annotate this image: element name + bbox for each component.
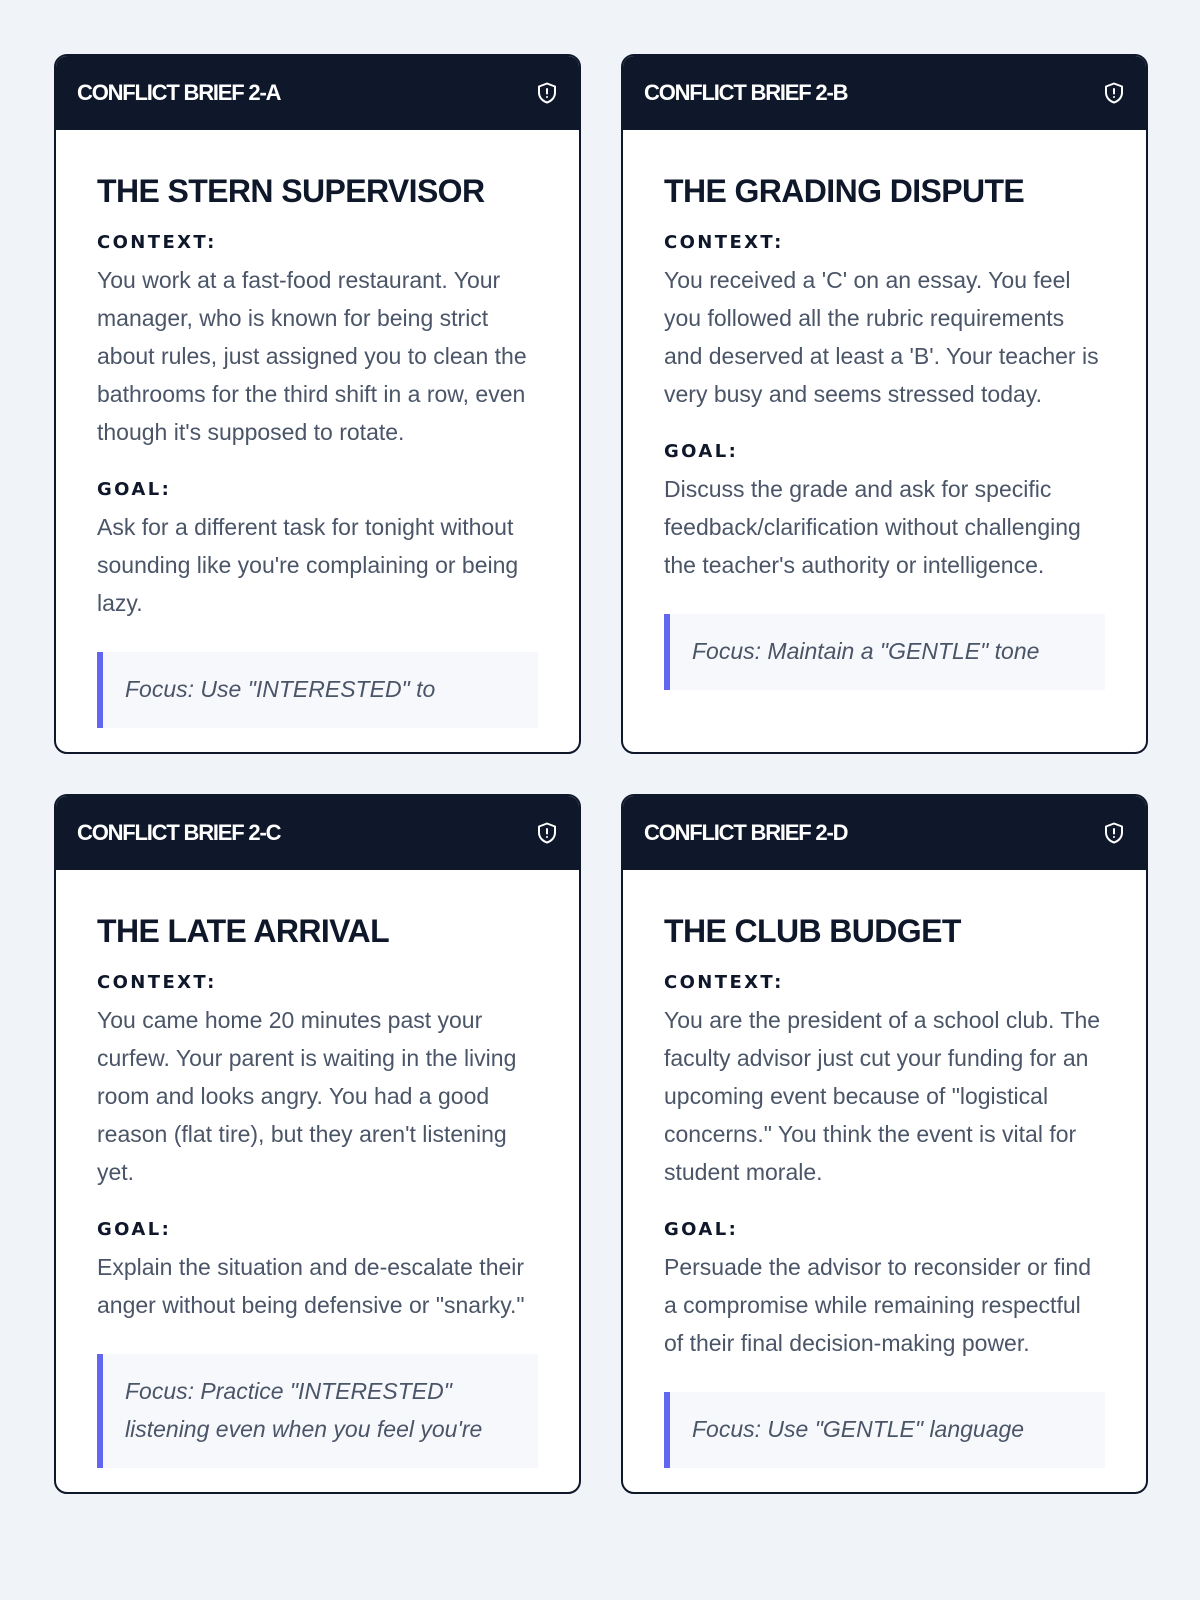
card-header xyxy=(623,56,1146,130)
context-label: CONTEXT: xyxy=(97,232,217,253)
brief-card-2a[interactable] xyxy=(54,54,581,754)
card-header xyxy=(56,796,579,870)
brief-grid xyxy=(54,54,1148,1494)
brief-code: CONFLICT BRIEF 2-C xyxy=(77,820,281,845)
card-body xyxy=(623,870,1146,1468)
brief-code: CONFLICT BRIEF 2-A xyxy=(77,80,281,105)
brief-title: THE LATE ARRIVAL xyxy=(97,913,390,949)
card-header xyxy=(56,56,579,130)
brief-title: THE GRADING DISPUTE xyxy=(664,173,1025,209)
shield-alert-icon xyxy=(535,81,559,105)
shield-alert-icon xyxy=(1102,81,1126,105)
shield-alert-icon xyxy=(535,821,559,845)
focus-note: Focus: Maintain a "GENTLE" tone xyxy=(664,614,1105,690)
brief-card-2d[interactable] xyxy=(621,794,1148,1494)
card-body xyxy=(623,130,1146,690)
context-text: You are the president of a school club. The faculty advisor just cut your funding for an upcoming event because of "logistical concerns." You think the event is vital for student morale. xyxy=(664,1007,1101,1185)
context-label: CONTEXT: xyxy=(664,972,784,993)
goal-label: GOAL: xyxy=(664,441,739,462)
brief-title: THE CLUB BUDGET xyxy=(664,913,961,949)
brief-card-2b[interactable] xyxy=(621,54,1148,754)
focus-note: Focus: Use "GENTLE" language xyxy=(664,1392,1105,1468)
focus-note: Focus: Practice "INTERESTED" listening even when you feel you're xyxy=(97,1354,538,1468)
brief-code: CONFLICT BRIEF 2-B xyxy=(644,80,848,105)
focus-note: Focus: Use "INTERESTED" to xyxy=(97,652,538,728)
context-label: CONTEXT: xyxy=(97,972,217,993)
brief-card-2c[interactable] xyxy=(54,794,581,1494)
card-header xyxy=(623,796,1146,870)
goal-label: GOAL: xyxy=(97,1219,172,1240)
card-body xyxy=(56,130,579,728)
context-text: You work at a fast-food restaurant. Your manager, who is known for being strict about rules, just assigned you to clean the bathrooms for the third shift in a row, even though it's supposed to rotate. xyxy=(97,267,527,445)
shield-alert-icon xyxy=(1102,821,1126,845)
goal-text: Discuss the grade and ask for specific feedback/clarification without challenging the teacher's authority or intelligence. xyxy=(664,476,1081,578)
goal-label: GOAL: xyxy=(97,479,172,500)
context-label: CONTEXT: xyxy=(664,232,784,253)
brief-title: THE STERN SUPERVISOR xyxy=(97,173,485,209)
brief-code: CONFLICT BRIEF 2-D xyxy=(644,820,848,845)
context-text: You came home 20 minutes past your curfew. Your parent is waiting in the living room and looks angry. You had a good reason (flat tire), but they aren't listening yet. xyxy=(97,1007,517,1185)
goal-text: Explain the situation and de-escalate their anger without being defensive or "snarky." xyxy=(97,1254,525,1318)
card-body xyxy=(56,870,579,1468)
context-text: You received a 'C' on an essay. You feel you followed all the rubric requirements and deserved at least a 'B'. Your teacher is very busy and seems stressed today. xyxy=(664,267,1099,407)
goal-text: Ask for a different task for tonight without sounding like you're complaining or being lazy. xyxy=(97,514,519,616)
goal-label: GOAL: xyxy=(664,1219,739,1240)
goal-text: Persuade the advisor to reconsider or find a compromise while remaining respectful of their final decision-making power. xyxy=(664,1254,1092,1356)
